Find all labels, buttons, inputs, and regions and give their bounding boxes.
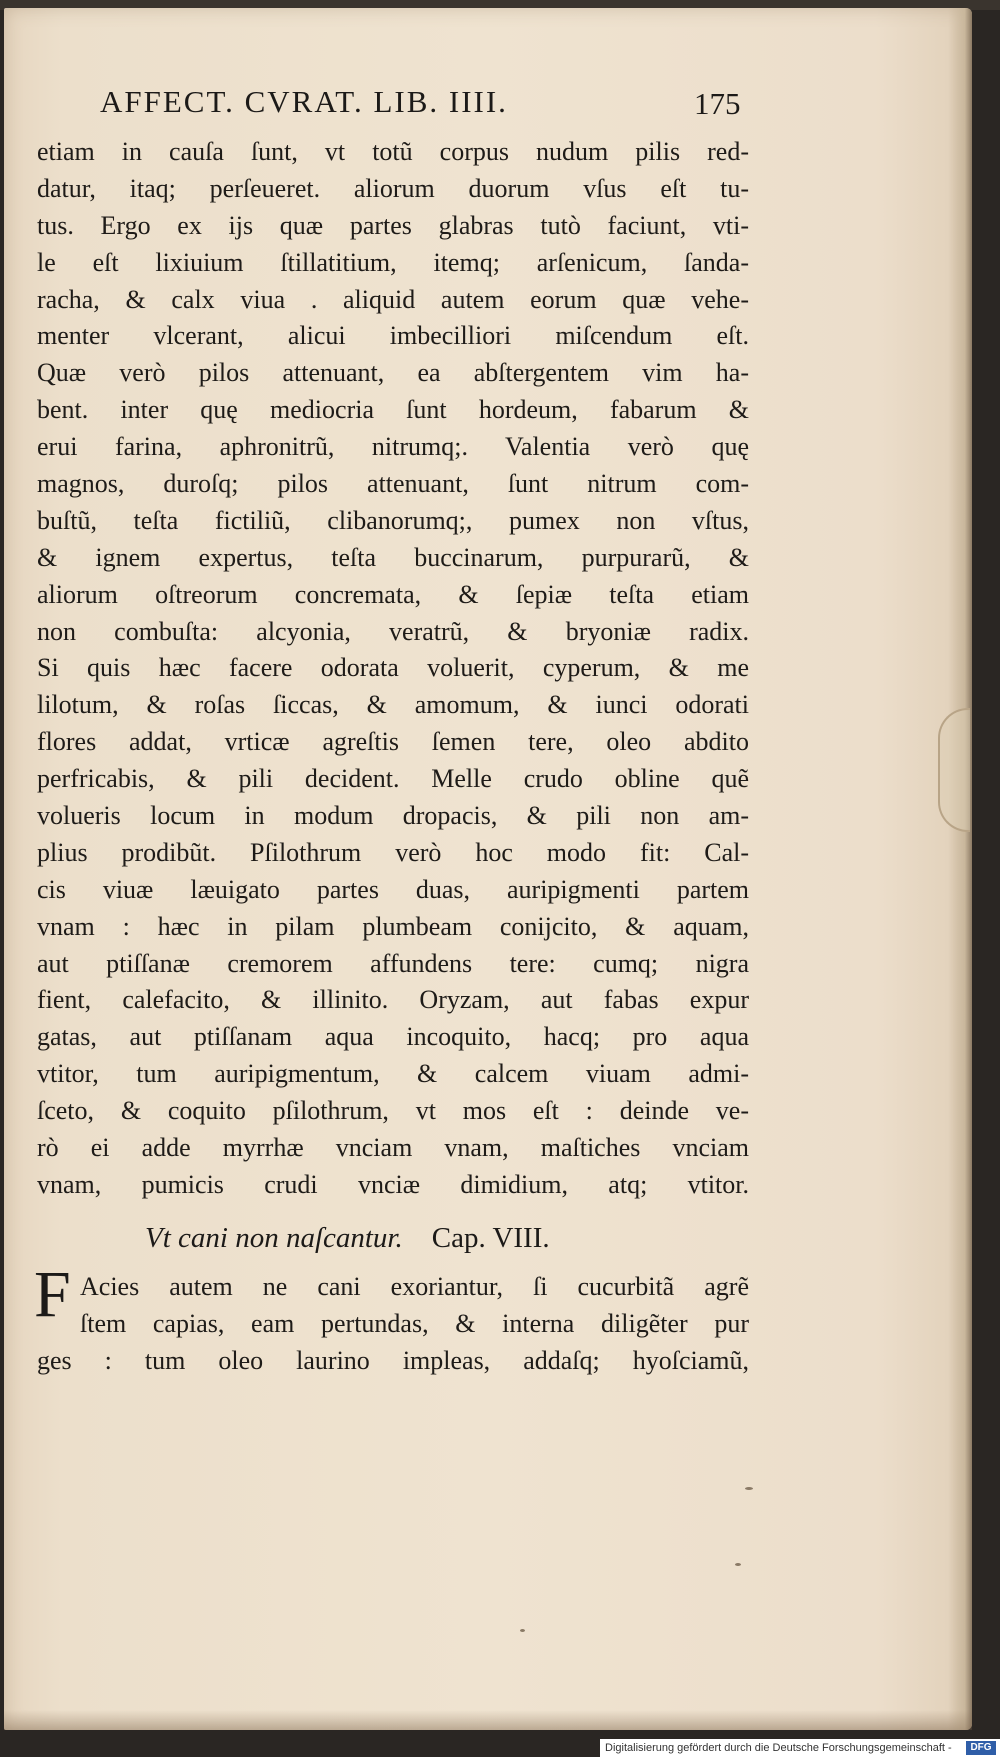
text-line: & ignem expertus, teſta buccinarum, purpurarũ, & [37, 542, 749, 572]
running-head: AFFECT. CVRAT. LIB. IIII. [100, 84, 508, 119]
text-line: vtitor, tum auripigmentum, & calcem viuam admi- [37, 1059, 749, 1089]
text-line: etiam in cauſa ſunt, vt totũ corpus nudum pilis red- [37, 137, 749, 166]
page-fore-edge [948, 8, 972, 1730]
text-line: aliorum oſtreorum concremata, & ſepiæ teſta etiam [37, 579, 749, 609]
text-line: cis viuæ læuigato partes duas, auripigmenti partem [37, 874, 749, 904]
text-line: erui farina, aphronitrũ, nitrumq;. Valentia verò quę [37, 432, 749, 462]
text-line: plius prodibũt. Pſilothrum verò hoc modo fit: Cal- [37, 837, 749, 867]
text-line: Acies autem ne cani exoriantur, ſi cucurbitã agrẽ [80, 1272, 749, 1301]
text-line: Quæ verò pilos attenuant, ea abſtergentem vim ha- [37, 358, 749, 388]
text-line: aut ptiſſanæ cremorem affundens tere: cumq; nigra [37, 948, 749, 978]
page-number: 175 [694, 86, 741, 121]
funding-credit: Digitalisierung gefördert durch die Deutsche Forschungsgemeinschaft - [605, 1742, 952, 1754]
text-line: menter vlcerant, alicui imbecilliori miſcendum eſt. [37, 321, 749, 351]
text-line: datur, itaq; perſeueret. aliorum duorum vſus eſt tu- [37, 173, 749, 203]
text-line: gatas, aut ptiſſanam aqua incoquito, hacq; pro aqua [37, 1022, 749, 1052]
text-line: vnam, pumicis crudi vnciæ dimidium, atq; vtitor. [37, 1169, 749, 1199]
drop-initial: F [34, 1258, 71, 1331]
text-line: volueris locum in modum dropacis, & pili non am- [37, 801, 749, 831]
text-line: ges : tum oleo laurino impleas, addaſq; hyoſciamũ, [37, 1345, 749, 1375]
dfg-logo: DFG [966, 1741, 996, 1755]
text-line: ſceto, & coquito pſilothrum, vt mos eſt : deinde ve- [37, 1096, 749, 1126]
chapter-text [37, 1269, 749, 1380]
page-bottom-shadow [4, 1710, 972, 1730]
text-line: le eſt lixiuium ſtillatitium, itemq; arſenicum, ſanda- [37, 247, 749, 277]
text-line: racha, & calx viua . aliquid autem eorum quæ vehe- [37, 284, 749, 314]
text-line: bent. inter quę mediocria ſunt hordeum, fabarum & [37, 395, 749, 425]
text-line: lilotum, & roſas ſiccas, & amomum, & iunci odorati [37, 690, 749, 720]
text-line: tus. Ergo ex ijs quæ partes glabras tutò faciunt, vti- [37, 210, 749, 240]
text-line: rò ei adde myrrhæ vnciam vnam, maſtiches vnciam [37, 1133, 749, 1163]
chapter-heading [145, 1222, 675, 1266]
text-line: vnam : hæc in pilam plumbeam conijcito, & aquam, [37, 911, 749, 941]
text-line: flores addat, vrticæ agreſtis ſemen tere, oleo abdito [37, 727, 749, 757]
body-text [37, 134, 749, 1204]
text-line: ſtem capias, eam pertundas, & interna diligẽter pur [80, 1308, 749, 1338]
paper-speck [520, 1629, 525, 1632]
text-line: magnos, duroſq; pilos attenuant, ſunt nitrum com- [37, 469, 749, 499]
book-clasp-ring [938, 708, 970, 832]
paper-speck [745, 1487, 753, 1490]
text-line: buſtũ, teſta fictiliũ, clibanorumq;, pumex non vſtus, [37, 505, 749, 535]
text-line: fient, calefacito, & illinito. Oryzam, aut fabas expur [37, 985, 749, 1015]
paper-speck [735, 1563, 741, 1566]
chapter-title: Vt cani non naſcantur. [145, 1222, 403, 1254]
text-line: Si quis hæc facere odorata voluerit, cyperum, & me [37, 653, 749, 683]
text-line: perfricabis, & pili decident. Melle crudo obline quẽ [37, 764, 749, 794]
chapter-number: Cap. VIII. [431, 1222, 550, 1254]
text-line: non combuſta: alcyonia, veratrũ, & bryoniæ radix. [37, 616, 749, 646]
